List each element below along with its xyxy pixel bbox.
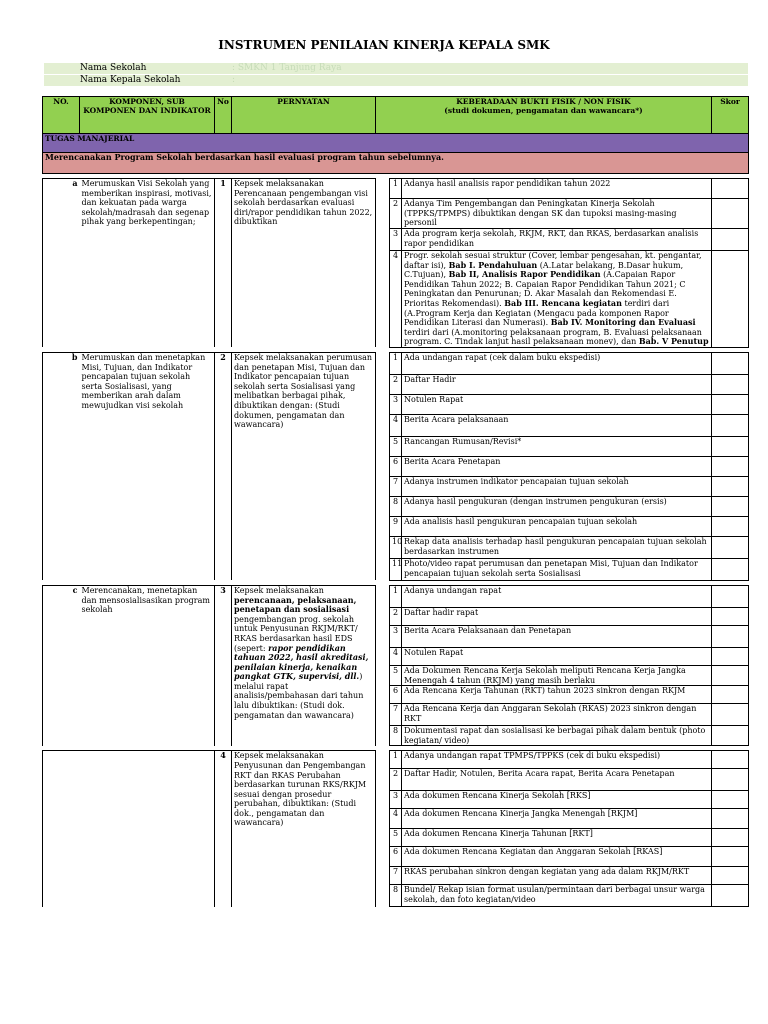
evidence-text: Notulen Rapat: [402, 394, 712, 414]
score-cell[interactable]: [712, 558, 749, 580]
evidence-text: Daftar Hadir, Notulen, Berita Acara rapat, Berita Acara Penetapan: [402, 769, 712, 791]
statement-number: 2: [215, 352, 232, 580]
table-row: [43, 751, 749, 769]
section-row: [43, 134, 749, 153]
evidence-text: Progr. sekolah sesuai struktur (Cover, lembar pengesahan, kt. pengantar, daftar isi), Bab I. Pendahuluan (A.Latar belakang, B.Dasar hukum, C.Tujuan), Bab II, Analisis Rapor Pendidikan (A.Capaian Rapor Pendidikan Tahun 2022; B. Capaian Rapor Pendidikan Tahun 2021; C Peningkatan dan Penurunan; D. Akar Masalah dan Rekomendasi E. Prioritas Rekomendasi). Bab III. Rencana kegiatan terdiri dari (A.Program Kerja dan Kegiatan (Mengacu pada komponen Rapor Pendidikan Literasi dan Numerasi). Bab IV. Monitoring dan Evaluasi terdiri dari (A.monitoring pelaksanaan program, B. Evaluasi pelaksanaan program. C. Tindak lanjut hasil pelaksanaan monev), dan Bab. V Penutup: [402, 251, 712, 348]
score-cell[interactable]: [712, 585, 749, 607]
score-cell[interactable]: [712, 436, 749, 456]
score-cell[interactable]: [712, 847, 749, 867]
school-name-row: [44, 63, 748, 74]
evidence-text: Adanya instrumen indikator pencapaian tujuan sekolah: [402, 476, 712, 496]
evidence-text: Berita Acara Pelaksanaan dan Penetapan: [402, 625, 712, 647]
evidence-text: Ada analisis hasil pengukuran pencapaian tujuan sekolah: [402, 516, 712, 536]
evidence-number: 5: [390, 665, 402, 685]
indicator-text: [80, 751, 215, 907]
header-no2: No: [215, 97, 232, 134]
page-title: INSTRUMEN PENILAIAN KINERJA KEPALA SMK: [218, 38, 550, 52]
table-row: [43, 179, 749, 199]
evidence-text: Rancangan Rumusan/Revisi*: [402, 436, 712, 456]
assessment-table: [42, 96, 749, 907]
evidence-text: Adanya undangan rapat TPMPS/TPPKS (cek di buku ekspedisi): [402, 751, 712, 769]
evidence-number: 10: [390, 536, 402, 558]
header-komponen: KOMPONEN, SUB KOMPONEN DAN INDIKATOR: [80, 97, 215, 134]
table-header: [43, 97, 749, 134]
evidence-text: Bundel/ Rekap isian format usulan/permintaan dari berbagai unsur warga sekolah, dan foto kegiatan/video: [402, 885, 712, 907]
statement-text: Kepsek melaksanakan Perencanaan pengembangan visi sekolah berdasarkan evaluasi diri/rapor pendidikan tahun 2022, dibuktikan: [232, 179, 376, 348]
header-skor: Skor: [712, 97, 749, 134]
evidence-text: Adanya undangan rapat: [402, 585, 712, 607]
score-cell[interactable]: [712, 476, 749, 496]
evidence-text: Ada Dokumen Rencana Kerja Sekolah meliputi Rencana Kerja Jangka Menengah 4 tahun (RKJM) yang masih berlaku: [402, 665, 712, 685]
header-bukti: KEBERADAAN BUKTI FISIK / NON FISIK (studi dokumen, pengamatan dan wawancara*): [376, 97, 712, 134]
table-row: [43, 352, 749, 374]
evidence-number: 1: [390, 585, 402, 607]
score-cell[interactable]: [712, 496, 749, 516]
school-name-label: Nama Sekolah: [80, 63, 147, 73]
subsection-row: [43, 153, 749, 174]
evidence-text: Adanya hasil pengukuran (dengan instrumen pengukuran (ersis): [402, 496, 712, 516]
evidence-text: Daftar Hadir: [402, 374, 712, 394]
statement-text: Kepsek melaksanakan perumusan dan penetapan Misi, Tujuan dan Indikator pencapaian tujuan sekolah serta Sosialisasi yang melibatkan berbagai pihak, dibuktikan dengan: (Studi dokumen, pengamatan dan wawancara): [232, 352, 376, 580]
section-title: TUGAS MANAJERIAL: [43, 134, 749, 153]
statement-number: 1: [215, 179, 232, 348]
indicator-letter: b: [43, 352, 80, 580]
evidence-text: Ada undangan rapat (cek dalam buku ekspedisi): [402, 352, 712, 374]
principal-name-label: Nama Kepala Sekolah: [80, 75, 181, 85]
evidence-number: 1: [390, 179, 402, 199]
statement-number: 3: [215, 585, 232, 745]
evidence-number: 4: [390, 251, 402, 348]
evidence-number: 8: [390, 726, 402, 746]
evidence-number: 2: [390, 374, 402, 394]
evidence-number: 6: [390, 456, 402, 476]
evidence-text: Rekap data analisis terhadap hasil pengukuran pencapaian tujuan sekolah berdasarkan instrumen: [402, 536, 712, 558]
principal-name-row: [44, 75, 748, 86]
evidence-number: 7: [390, 867, 402, 885]
evidence-number: 11: [390, 558, 402, 580]
score-cell[interactable]: [712, 352, 749, 374]
score-cell[interactable]: [712, 829, 749, 847]
score-cell[interactable]: [712, 374, 749, 394]
evidence-text: Berita Acara pelaksanaan: [402, 414, 712, 436]
spacer-cell: [376, 352, 390, 580]
spacer-cell: [376, 751, 390, 907]
score-cell[interactable]: [712, 414, 749, 436]
score-cell[interactable]: [712, 867, 749, 885]
statement-number: 4: [215, 751, 232, 907]
evidence-text: Dokumentasi rapat dan sosialisasi ke berbagai pihak dalam bentuk (photo kegiatan/ video): [402, 726, 712, 746]
score-cell[interactable]: [712, 647, 749, 665]
evidence-text: Ada dokumen Rencana Kinerja Sekolah [RKS]: [402, 791, 712, 809]
evidence-text: Ada Rencana Kerja dan Anggaran Sekolah (RKAS) 2023 sinkron dengan RKT: [402, 704, 712, 726]
score-cell[interactable]: [712, 704, 749, 726]
evidence-text: Daftar hadir rapat: [402, 607, 712, 625]
evidence-number: 3: [390, 625, 402, 647]
evidence-text: Ada dokumen Rencana Kinerja Tahunan [RKT]: [402, 829, 712, 847]
score-cell[interactable]: [712, 751, 749, 769]
indicator-text: Merumuskan Visi Sekolah yang memberikan inspirasi, motivasi, dan kekuatan pada warga sekolah/madrasah dan segenap pihak yang berkepentingan;: [80, 179, 215, 348]
score-cell[interactable]: [712, 199, 749, 229]
score-cell[interactable]: [712, 726, 749, 746]
evidence-number: 1: [390, 352, 402, 374]
evidence-text: Ada dokumen Rencana Kegiatan dan Anggaran Sekolah [RKAS]: [402, 847, 712, 867]
score-cell[interactable]: [712, 769, 749, 791]
evidence-number: 4: [390, 809, 402, 829]
evidence-text: Ada dokumen Rencana Kinerja Jangka Menengah [RKJM]: [402, 809, 712, 829]
evidence-number: 5: [390, 829, 402, 847]
statement-text: Kepsek melaksanakan perencanaan, pelaksanaan, penetapan dan sosialisasi pengembangan prog. sekolah untuk Penyusunan RKJM/RKT/ RKAS berdasarkan hasil EDS (sepert: rapor pendidikan tahuan 2022, hasil akreditasi, penilaian kinerja, kenaikan pangkat GTK, supervisi, dll.) melalui rapat analisis/pembahasan dari tahun lalu dibuktikan: (Studi dok. pengamatan dan wawancara): [232, 585, 376, 745]
evidence-text: RKAS perubahan sinkron dengan kegiatan yang ada dalam RKJM/RKT: [402, 867, 712, 885]
indicator-letter: a: [43, 179, 80, 348]
evidence-number: 1: [390, 751, 402, 769]
score-cell[interactable]: [712, 536, 749, 558]
evidence-number: 3: [390, 394, 402, 414]
evidence-number: 6: [390, 847, 402, 867]
evidence-text: Adanya Tim Pengembangan dan Peningkatan Kinerja Sekolah (TPPKS/TPMPS) dibuktikan dengan SK dan tupoksi masing-masing personil: [402, 199, 712, 229]
evidence-number: 6: [390, 686, 402, 704]
score-cell[interactable]: [712, 179, 749, 199]
score-cell[interactable]: [712, 885, 749, 907]
spacer-cell: [376, 585, 390, 745]
evidence-number: 4: [390, 647, 402, 665]
evidence-number: 4: [390, 414, 402, 436]
evidence-text: Notulen Rapat: [402, 647, 712, 665]
score-cell[interactable]: [712, 607, 749, 625]
score-cell[interactable]: [712, 686, 749, 704]
score-cell[interactable]: [712, 251, 749, 348]
statement-text: Kepsek melaksanakan Penyusunan dan Pengembangan RKT dan RKAS Perubahan berdasarkan turunan RKS/RKJM sesuai dengan prosedur perubahan, dibuktikan: (Studi dok., pengamatan dan wawancara): [232, 751, 376, 907]
score-cell[interactable]: [712, 229, 749, 251]
score-cell[interactable]: [712, 516, 749, 536]
evidence-number: 8: [390, 496, 402, 516]
score-cell[interactable]: [712, 809, 749, 829]
evidence-text: Ada Rencana Kerja Tahunan (RKT) tahun 2023 sinkron dengan RKJM: [402, 686, 712, 704]
spacer-cell: [376, 179, 390, 348]
score-cell[interactable]: [712, 394, 749, 414]
evidence-number: 8: [390, 885, 402, 907]
evidence-number: 7: [390, 704, 402, 726]
evidence-text: Adanya hasil analisis rapor pendidikan tahun 2022: [402, 179, 712, 199]
score-cell[interactable]: [712, 791, 749, 809]
evidence-number: 3: [390, 229, 402, 251]
table-row: [43, 585, 749, 607]
evidence-number: 3: [390, 791, 402, 809]
principal-name-value: :: [232, 75, 236, 85]
evidence-number: 5: [390, 436, 402, 456]
indicator-text: Merumuskan dan menetapkan Misi, Tujuan, dan Indikator pencapaian tujuan sekolah serta Sosialisasi, yang memberikan arah dalam mewujudkan visi sekolah: [80, 352, 215, 580]
indicator-text: Merencanakan, menetapkan dan mensosialisasikan program sekolah: [80, 585, 215, 745]
evidence-number: 9: [390, 516, 402, 536]
score-cell[interactable]: [712, 665, 749, 685]
indicator-letter: [43, 751, 80, 907]
evidence-text: Photo/video rapat perumusan dan penetapan Misi, Tujuan dan Indikator pencapaian tujuan sekolah serta Sosialisasi: [402, 558, 712, 580]
school-name-value: : SMKN 1 Tanjung Raya: [232, 63, 342, 73]
indicator-letter: c: [43, 585, 80, 745]
header-no: NO.: [43, 97, 80, 134]
evidence-number: 2: [390, 769, 402, 791]
evidence-text: Ada program kerja sekolah, RKJM, RKT, dan RKAS, berdasarkan analisis rapor pendidikan: [402, 229, 712, 251]
evidence-number: 7: [390, 476, 402, 496]
evidence-number: 2: [390, 607, 402, 625]
evidence-number: 2: [390, 199, 402, 229]
header-pernyataan: PERNYATAN: [232, 97, 376, 134]
subsection-title: Merencanakan Program Sekolah berdasarkan hasil evaluasi program tahun sebelumnya.: [43, 153, 749, 174]
score-cell[interactable]: [712, 625, 749, 647]
score-cell[interactable]: [712, 456, 749, 476]
evidence-text: Berita Acara Penetapan: [402, 456, 712, 476]
